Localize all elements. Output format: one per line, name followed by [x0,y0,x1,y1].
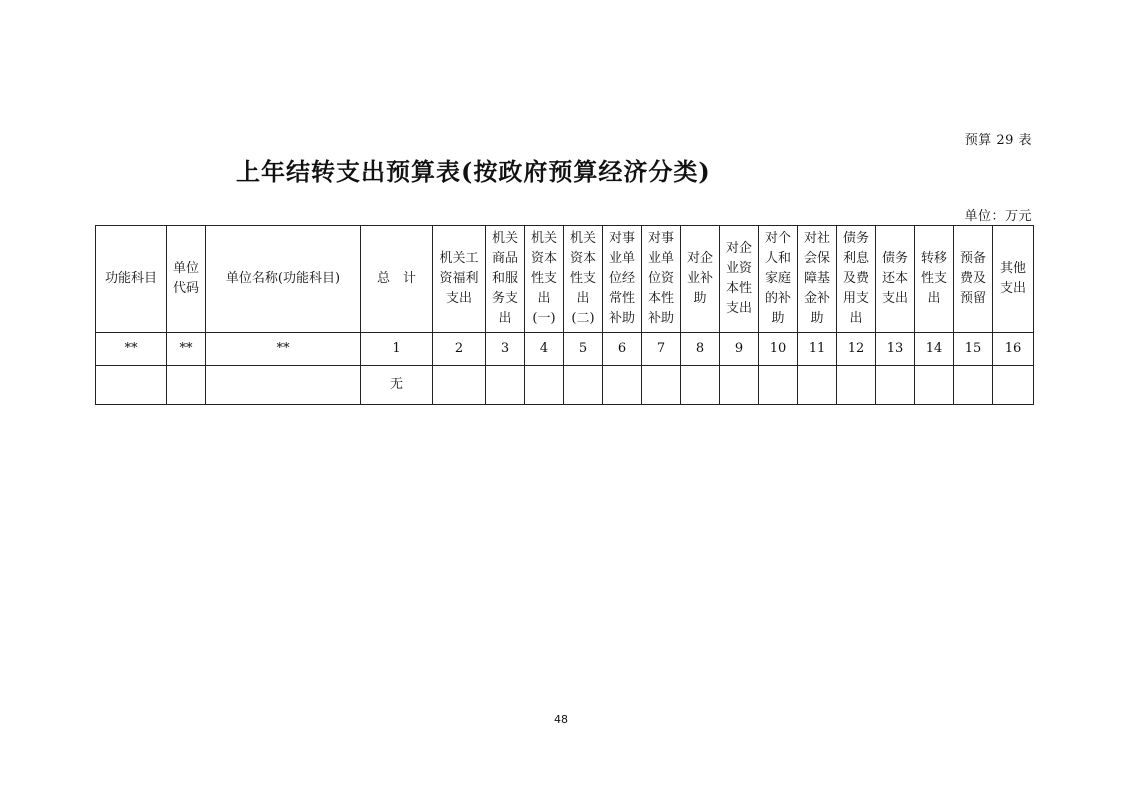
table-cell: 15 [954,333,993,366]
page-number: 48 [554,713,568,726]
header-cell-individual-household-subsidy: 对个 人和 家庭 的补 助 [759,226,798,333]
header-cell-function-subject: 功能科目 [96,226,167,333]
table-cell [720,366,759,405]
table-row [96,366,1034,405]
header-cell-reserve: 预备 费及 预留 [954,226,993,333]
table-cell: ** [167,333,206,366]
table-cell: 6 [603,333,642,366]
table-cell: 1 [361,333,433,366]
table-cell [759,366,798,405]
header-cell-capital-2: 机关 资本 性支 出 (二) [564,226,603,333]
table-cell [486,366,525,405]
table-cell: 11 [798,333,837,366]
table-cell: 4 [525,333,564,366]
table-cell [564,366,603,405]
table-cell [876,366,915,405]
table-cell: 7 [642,333,681,366]
table-cell [798,366,837,405]
table-cell: ** [96,333,167,366]
table-cell: 无 [361,366,433,405]
header-cell-total: 总 计 [361,226,433,333]
unit-label: 单位：万元 [964,209,1032,224]
table-cell: 2 [433,333,486,366]
table-cell: ** [206,333,361,366]
table-cell [954,366,993,405]
table-cell: 12 [837,333,876,366]
table-cell [96,366,167,405]
header-cell-social-security-fund-subsidy: 对社 会保 障基 金补 助 [798,226,837,333]
table-cell: 8 [681,333,720,366]
header-cell-unit-code: 单位 代码 [167,226,206,333]
header-cell-debt-interest: 债务 利息 及费 用支 出 [837,226,876,333]
page-title: 上年结转支出预算表(按政府预算经济分类) [236,157,711,186]
table-cell [915,366,954,405]
table-cell [642,366,681,405]
header-cell-enterprise-subsidy: 对企 业补 助 [681,226,720,333]
header-cell-debt-principal: 债务 还本 支出 [876,226,915,333]
table-cell [206,366,361,405]
table-cell [433,366,486,405]
header-cell-transfer: 转移 性支 出 [915,226,954,333]
table-cell [525,366,564,405]
table-cell [837,366,876,405]
table-cell [603,366,642,405]
budget-table [95,225,1034,405]
table-cell: 13 [876,333,915,366]
table-cell: 9 [720,333,759,366]
header-cell-unit-name: 单位名称(功能科目) [206,226,361,333]
table-cell [681,366,720,405]
table-number: 预算 29 表 [964,133,1032,148]
column-index-row [96,333,1034,366]
header-cell-capital-1: 机关 资本 性支 出 (一) [525,226,564,333]
table-cell [993,366,1034,405]
table-header-row [96,226,1034,333]
table-cell: 3 [486,333,525,366]
table-cell: 5 [564,333,603,366]
table-cell: 10 [759,333,798,366]
header-cell-goods-services: 机关 商品 和服 务支 出 [486,226,525,333]
header-cell-other: 其他 支出 [993,226,1034,333]
table-cell: 14 [915,333,954,366]
table-cell: 16 [993,333,1034,366]
table-cell [167,366,206,405]
header-cell-institution-capital-subsidy: 对事 业单 位资 本性 补助 [642,226,681,333]
header-cell-salary-welfare: 机关工 资福利 支出 [433,226,486,333]
header-cell-enterprise-capital: 对企 业资 本性 支出 [720,226,759,333]
header-cell-institution-recurrent-subsidy: 对事 业单 位经 常性 补助 [603,226,642,333]
